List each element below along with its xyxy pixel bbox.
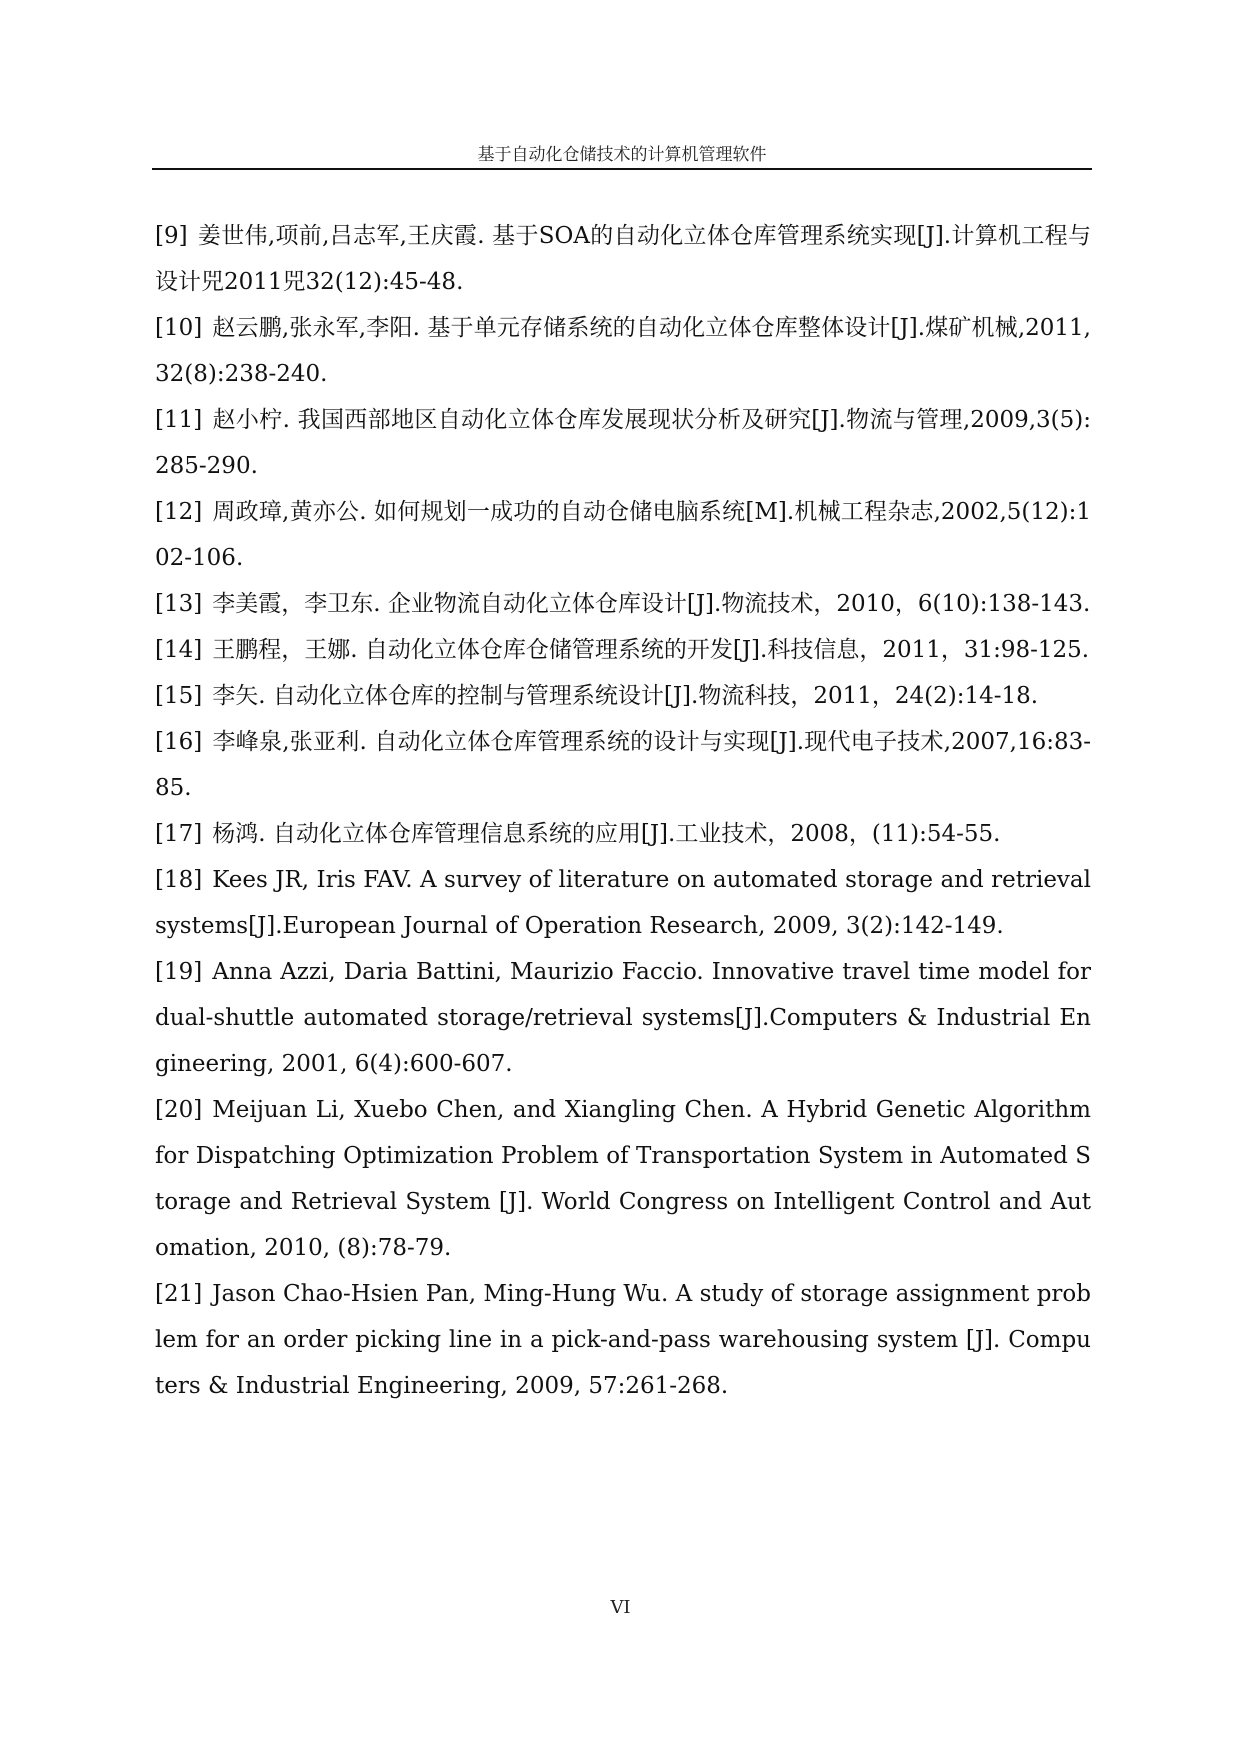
reference-item [155,489,1091,581]
reference-item [155,397,1091,489]
reference-text: Kees JR, Iris FAV. A survey of literature on automated storage and retrieval systems[J].European Journal of Operation Research, 2009, 3(2):142-149. [155,867,1091,939]
reference-list [155,213,1091,1409]
reference-text: 李峰泉,张亚利. 自动化立体仓库管理系统的设计与实现[J].现代电子技术,2007,16:83-85. [155,729,1091,801]
page-header-title: 基于自动化仓储技术的计算机管理软件 [477,145,767,165]
reference-text: 赵云鹏,张永军,李阳. 基于单元存储系统的自动化立体仓库整体设计[J].煤矿机械,2011,32(8):238-240. [155,315,1091,387]
reference-text: Meijuan Li, Xuebo Chen, and Xiangling Chen. A Hybrid Genetic Algorithm for Dispatching Optimization Problem of Transportation System in Automated Storage and Retrieval System [J]. World Congress on Intelligent Control and Automation, 2010, (8):78-79. [155,1097,1091,1261]
reference-item [155,627,1091,673]
reference-text: 赵小柠. 我国西部地区自动化立体仓库发展现状分析及研究[J].物流与管理,2009,3(5):285-290. [155,407,1091,479]
reference-number: [17] [155,821,203,847]
reference-text: 周政璋,黄亦公. 如何规划一成功的自动仓储电脑系统[M].机械工程杂志,2002,5(12):102-106. [155,499,1091,571]
reference-text: Anna Azzi, Daria Battini, Maurizio Faccio. Innovative travel time model for dual-shuttle automated storage/retrieval systems[J].Computers & Industrial Engineering, 2001, 6(4):600-607. [155,959,1091,1077]
reference-item [155,213,1091,305]
reference-number: [9] [155,223,188,249]
reference-text: 李美霞，李卫东. 企业物流自动化立体仓库设计[J].物流技术，2010，6(10):138-143. [212,591,1091,617]
reference-item [155,811,1091,857]
reference-text: 杨鸿. 自动化立体仓库管理信息系统的应用[J].工业技术，2008，(11):54-55. [212,821,1001,847]
reference-number: [18] [155,867,203,893]
header-rule [152,168,1092,170]
page-number: VI [610,1597,631,1618]
reference-item [155,949,1091,1087]
reference-number: [13] [155,591,203,617]
reference-item [155,1087,1091,1271]
reference-text: 姜世伟,项前,吕志军,王庆霞. 基于SOA的自动化立体仓库管理系统实现[J].计算机工程与设计兕2011兕32(12):45-48. [155,223,1091,295]
reference-number: [10] [155,315,203,341]
reference-number: [19] [155,959,203,985]
reference-number: [11] [155,407,203,433]
reference-item [155,719,1091,811]
reference-item [155,305,1091,397]
reference-text: Jason Chao-Hsien Pan, Ming-Hung Wu. A study of storage assignment problem for an order picking line in a pick-and-pass warehousing system [J]. Computers & Industrial Engineering, 2009, 57:261-268. [155,1281,1091,1399]
reference-text: 王鹏程，王娜. 自动化立体仓库仓储管理系统的开发[J].科技信息，2011，31:98-125. [212,637,1090,663]
reference-item [155,673,1091,719]
reference-number: [20] [155,1097,203,1123]
reference-number: [14] [155,637,203,663]
reference-number: [16] [155,729,203,755]
reference-item [155,581,1091,627]
reference-item [155,857,1091,949]
reference-item [155,1271,1091,1409]
reference-number: [21] [155,1281,203,1307]
reference-number: [12] [155,499,203,525]
reference-number: [15] [155,683,203,709]
reference-text: 李矢. 自动化立体仓库的控制与管理系统设计[J].物流科技，2011，24(2):14-18. [212,683,1039,709]
